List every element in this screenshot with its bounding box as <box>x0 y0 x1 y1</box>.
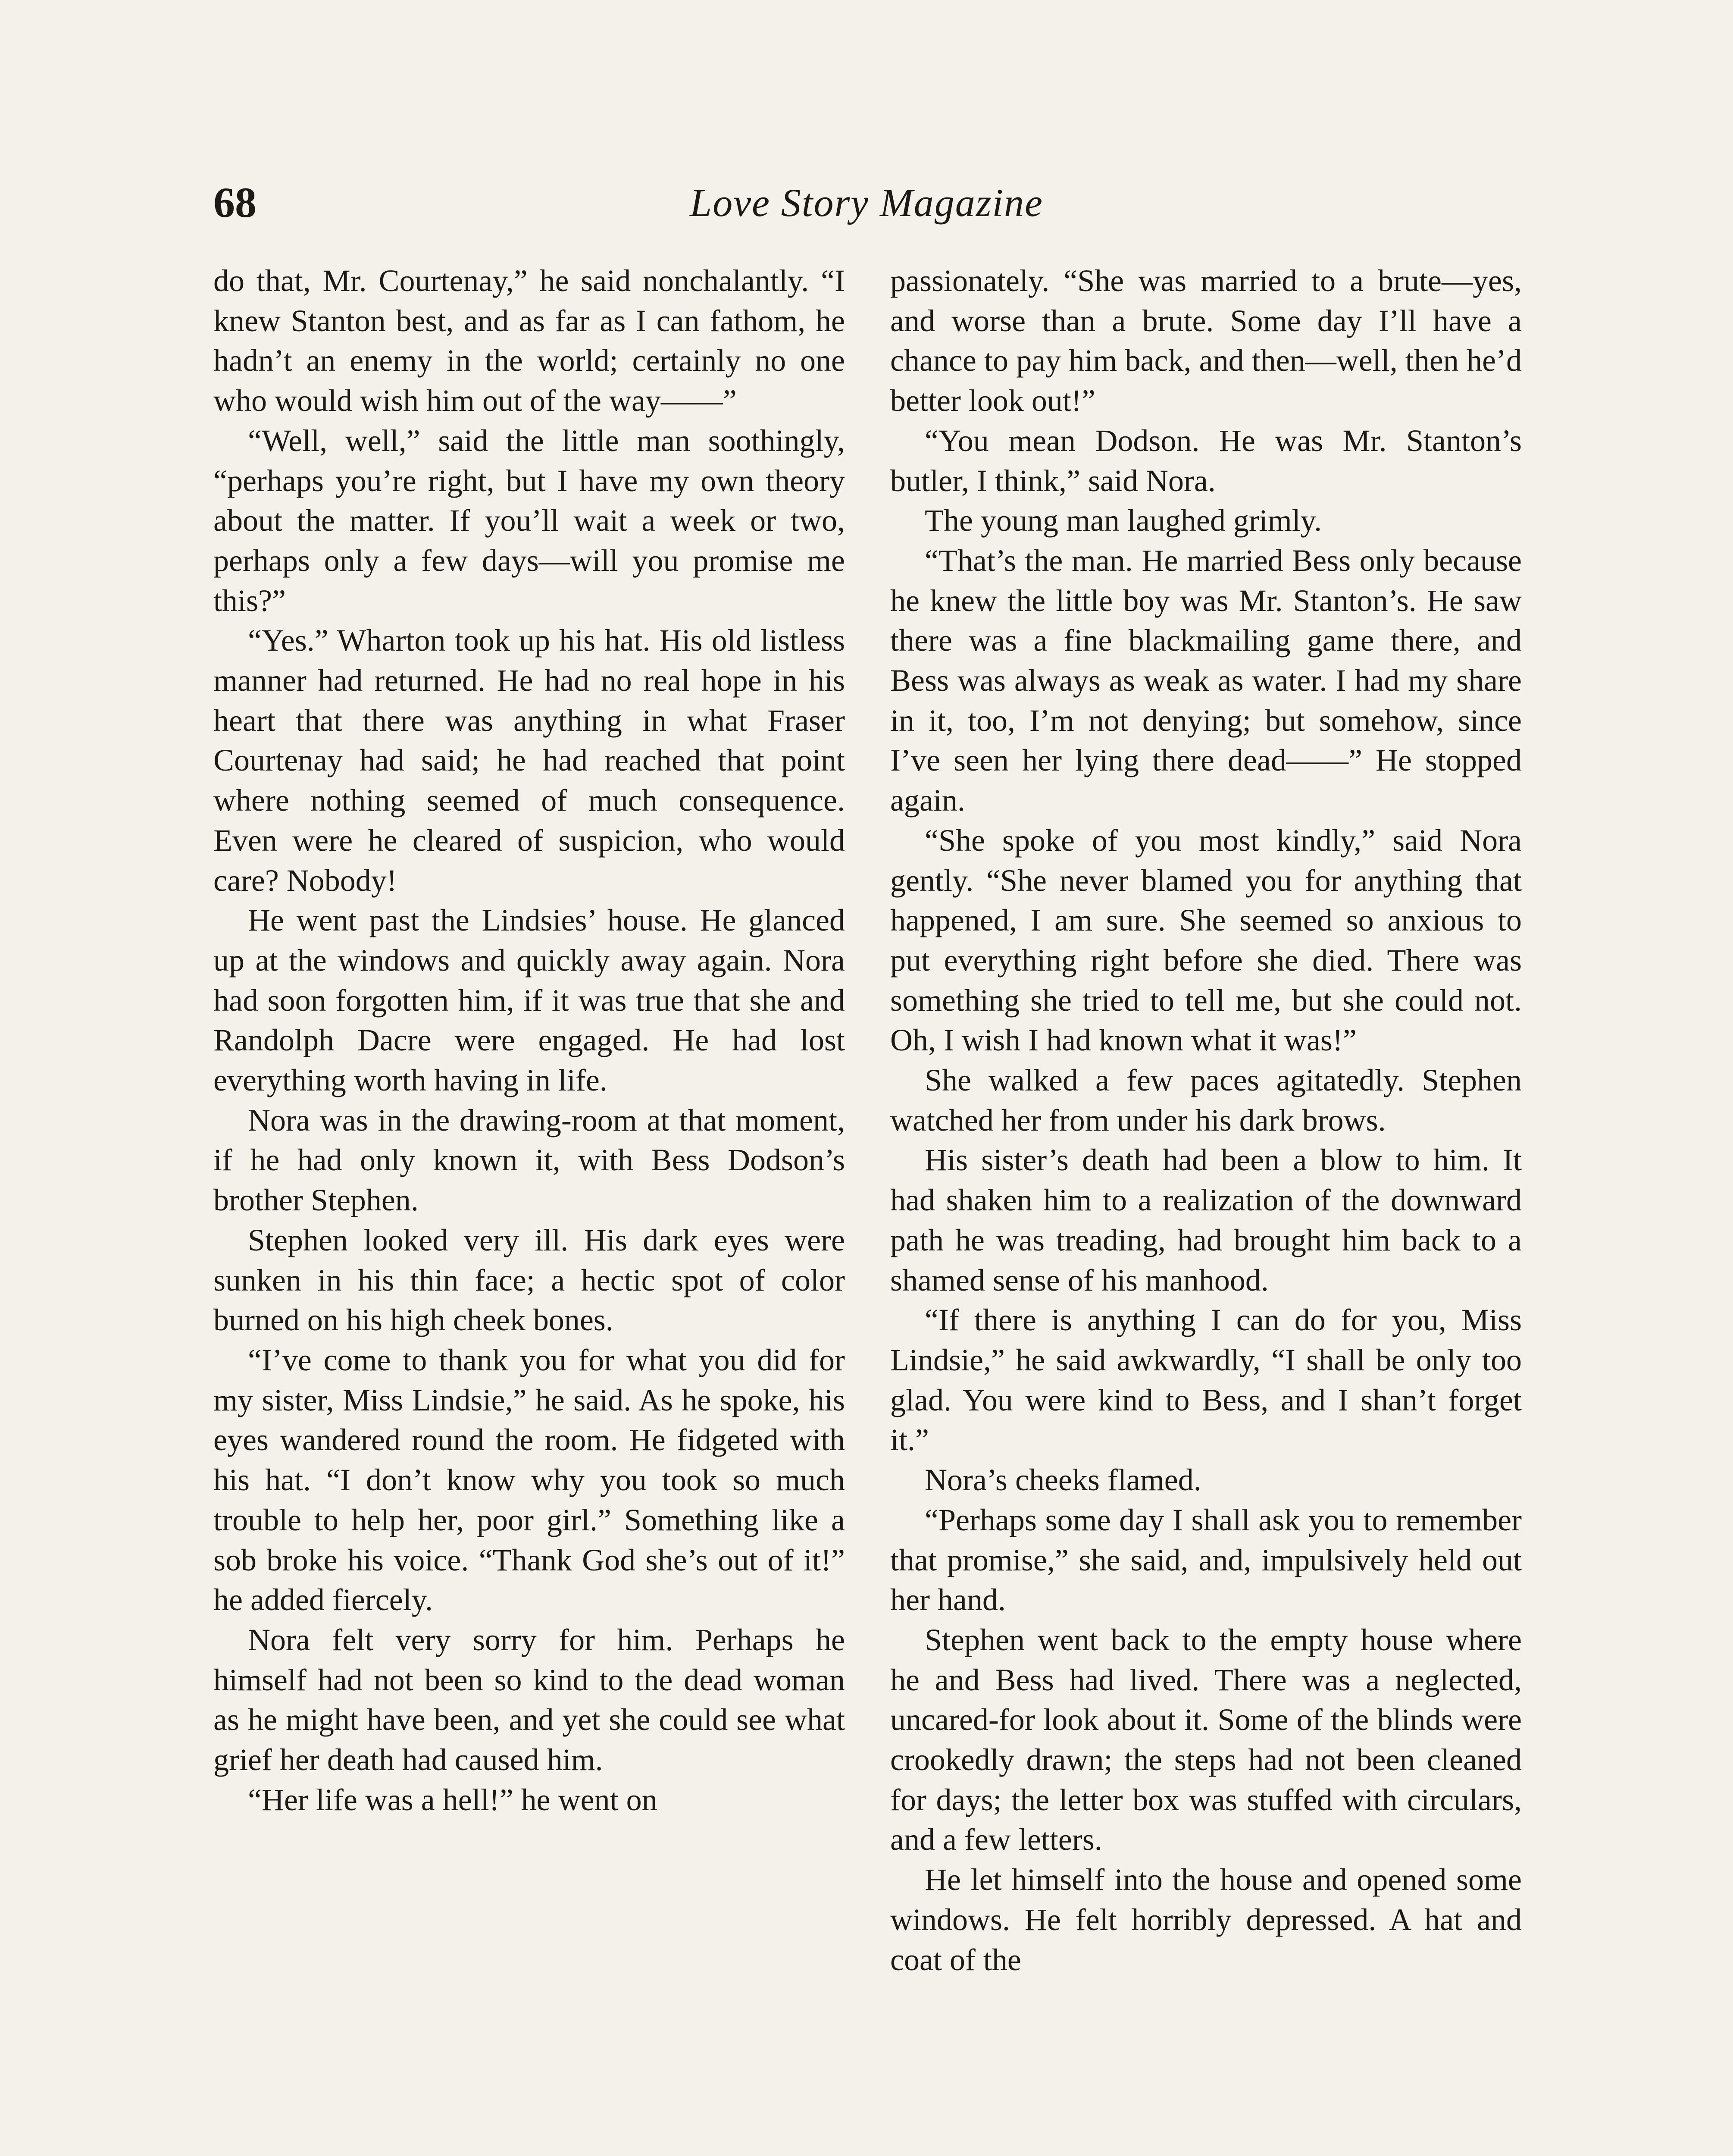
right-text-column <box>890 261 1522 1980</box>
page-header <box>213 170 1520 235</box>
paragraph: The young man laughed grimly. <box>925 503 1322 538</box>
page-number: 68 <box>213 179 257 226</box>
paragraph: Nora was in the drawing-room at that moment, if he had only known it, with Bess Dodson’s brother Stephen. <box>213 1103 845 1218</box>
paragraph: Nora’s cheeks flamed. <box>925 1463 1201 1498</box>
paragraph: “If there is anything I can do for you, Miss Lindsie,” he said awkwardly, “I shall be only too glad. You were kind to Bess, and I shan’t forget it.” <box>890 1303 1522 1457</box>
paragraph: “You mean Dodson. He was Mr. Stanton’s butler, I think,” said Nora. <box>890 423 1522 498</box>
paragraph: He went past the Lindsies’ house. He glanced up at the windows and quickly away again. Nora had soon forgotten him, if it was true that she and Randolph Dacre were engaged. He had lost everything worth having in life. <box>213 903 845 1098</box>
paragraph: “Yes.” Wharton took up his hat. His old listless manner had returned. He had no real hope in his heart that there was anything in what Fraser Courtenay had said; he had reached that point where nothing seemed of much consequence. Even were he cleared of suspicion, who would care? Nobody! <box>213 623 845 898</box>
paragraph: “That’s the man. He married Bess only because he knew the little boy was Mr. Stanton’s. He saw there was a fine blackmailing game there, and Bess was always as weak as water. I had my share in it, too, I’m not denying; but somehow, since I’ve seen her lying there dead——” He stopped again. <box>890 543 1522 818</box>
paragraph: Stephen went back to the empty house where he and Bess had lived. There was a neglected, uncared-for look about it. Some of the blinds were crookedly drawn; the steps had not been cleaned for days; the letter box was stuffed with circulars, and a few letters. <box>890 1622 1522 1857</box>
paragraph: “Well, well,” said the little man soothingly, “perhaps you’re right, but I have my own theory about the matter. If you’ll wait a week or two, perhaps only a few days—will you promise me this?” <box>213 423 845 618</box>
paragraph: “Perhaps some day I shall ask you to remember that promise,” she said, and, impulsively held out her hand. <box>890 1502 1522 1617</box>
left-text-column <box>213 261 845 1820</box>
paragraph: passionately. “She was married to a brute—yes, and worse than a brute. Some day I’ll have a chance to pay him back, and then—well, then he’d better look out!” <box>890 263 1522 418</box>
paragraph: He let himself into the house and opened some windows. He felt horribly depressed. A hat and coat of the <box>890 1862 1522 1977</box>
paragraph: Nora felt very sorry for him. Perhaps he himself had not been so kind to the dead woman as he might have been, and yet she could see what grief her death had caused him. <box>213 1622 845 1777</box>
running-title: Love Story Magazine <box>690 181 1043 225</box>
paragraph: His sister’s death had been a blow to him. It had shaken him to a realization of the downward path he was treading, had brought him back to a shamed sense of his manhood. <box>890 1143 1522 1297</box>
paragraph: Stephen looked very ill. His dark eyes were sunken in his thin face; a hectic spot of color burned on his high cheek bones. <box>213 1222 845 1338</box>
paragraph: “I’ve come to thank you for what you did for my sister, Miss Lindsie,” he said. As he spoke, his eyes wandered round the room. He fidgeted with his hat. “I don’t know why you took so much trouble to help her, poor girl.” Something like a sob broke his voice. “Thank God she’s out of it!” he added fiercely. <box>213 1342 845 1617</box>
paragraph: “She spoke of you most kindly,” said Nora gently. “She never blamed you for anything that happened, I am sure. She seemed so anxious to put everything right before she died. There was something she tried to tell me, but she could not. Oh, I wish I had known what it was!” <box>890 823 1522 1058</box>
paragraph: “Her life was a hell!” he went on <box>248 1782 657 1817</box>
paragraph: She walked a few paces agitatedly. Stephen watched her from under his dark brows. <box>890 1063 1522 1138</box>
paragraph: do that, Mr. Courtenay,” he said nonchalantly. “I knew Stanton best, and as far as I can fathom, he hadn’t an enemy in the world; certainly no one who would wish him out of the way——” <box>213 263 845 418</box>
